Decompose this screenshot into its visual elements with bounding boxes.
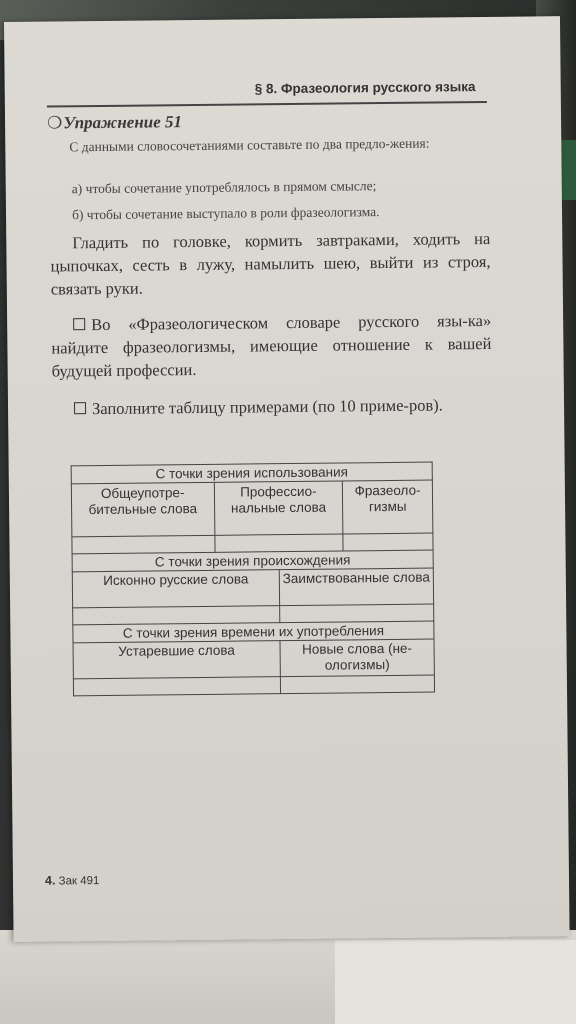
table-column-header: Заимствованные слова [279, 568, 433, 606]
exercise-option-a: а) чтобы сочетание употреблялось в прямом смысле; [71, 178, 377, 197]
background-paper-sheet [335, 940, 576, 1024]
page-footer [45, 873, 100, 888]
table-empty-cell [280, 675, 434, 694]
table-empty-cell [72, 535, 215, 553]
exercise-option-b: б) чтобы сочетание выступало в роли фразеологизма. [71, 204, 380, 223]
table-column-header: Устаревшие слова [73, 641, 280, 679]
task-table-text: Заполните таблицу примерами (по 10 приме-ров). [91, 395, 443, 419]
book-page [4, 16, 570, 942]
checkbox-icon [74, 402, 86, 414]
print-order-number: Зак 491 [58, 875, 100, 888]
running-head: § 8. Фразеология русского языка [254, 79, 476, 97]
exercise-instruction: С данными словосочетаниями составьте по два предло-жения: [69, 135, 430, 155]
table-section-header: С точки зрения использования [71, 462, 432, 484]
table-column-header: Фразеоло-гизмы [343, 480, 433, 534]
header-rule [47, 101, 487, 108]
table-column-header: Общеупотре-бительные слова [71, 482, 214, 536]
table-empty-cell [73, 606, 280, 625]
vocabulary-table [71, 462, 435, 697]
exercise-phrases: Гладить по головке, кормить завтраками, ходить на цыпочках, сесть в лужу, намылить шею, выйти из строя, связать руки. [50, 228, 491, 299]
page-number: 4. [44, 873, 56, 888]
task-dictionary-text: Во «Фразеологическом словаре русского язы-ка» найдите фразеологизмы, имеющие отношение к вашей будущей профессии. [51, 310, 492, 381]
table-section-header: С точки зрения времени их употребления [73, 621, 434, 643]
table-empty-cell [343, 533, 433, 551]
exercise-title-text: Упражнение 51 [63, 112, 183, 133]
exercise-circle-icon: ❍ [46, 113, 63, 133]
task-dictionary [51, 309, 492, 383]
table-column-header: Исконно русские слова [72, 570, 279, 608]
table-column-header: Новые слова (не-ологизмы) [280, 639, 434, 677]
table-section-header: С точки зрения происхождения [72, 550, 433, 572]
checkbox-icon [73, 318, 85, 330]
table-empty-cell [214, 534, 343, 552]
table-empty-cell [280, 604, 434, 623]
task-table [52, 393, 492, 421]
table-empty-cell [73, 677, 280, 696]
exercise-title [47, 112, 182, 133]
table-column-header: Профессио-нальные слова [214, 481, 343, 535]
